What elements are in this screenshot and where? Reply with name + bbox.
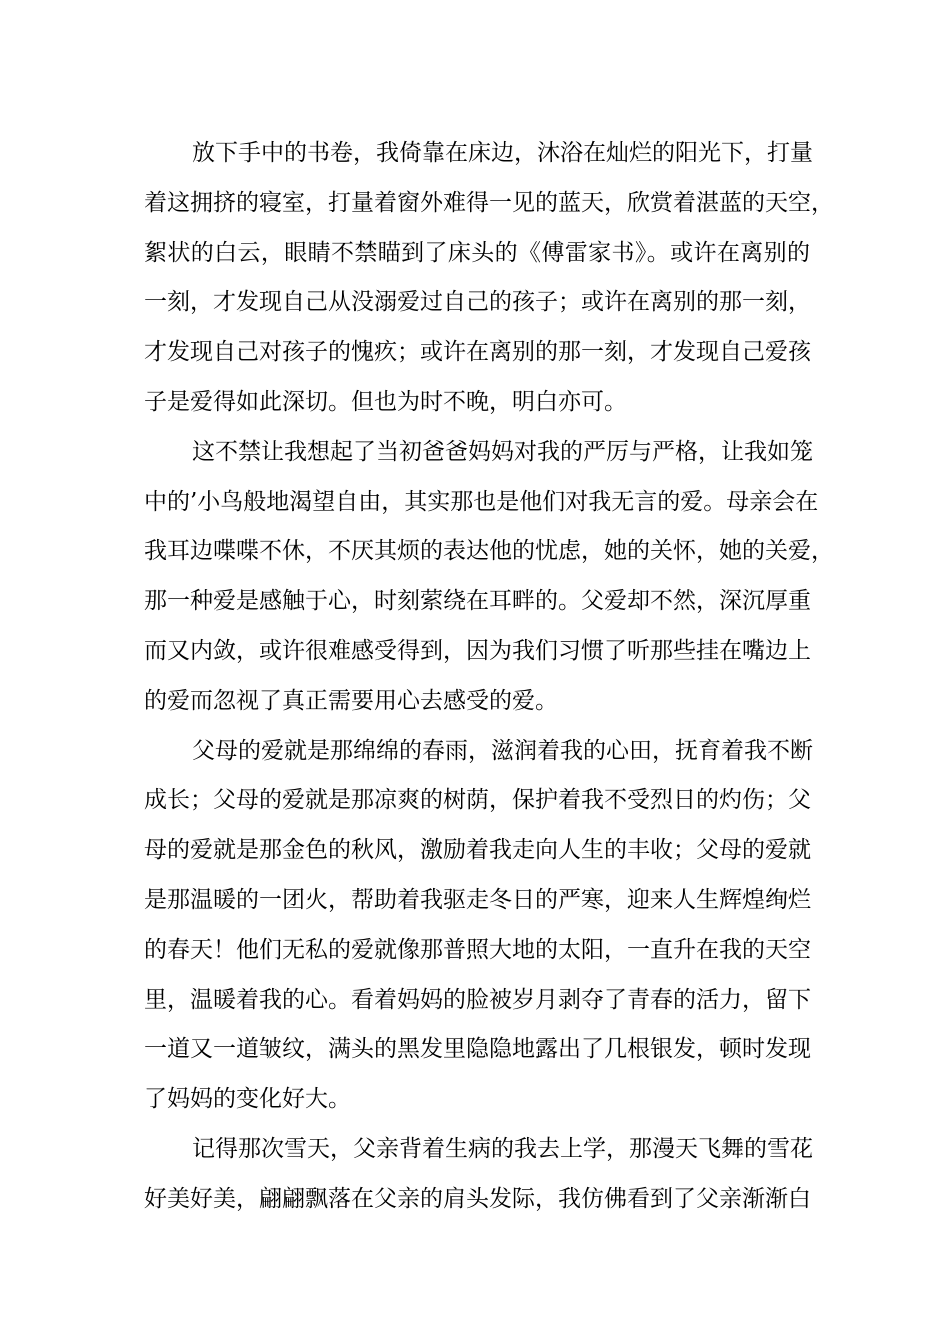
text-line: 成长；父母的爱就是那凉爽的树荫，保护着我不受烈日的灼伤；父: [144, 787, 811, 814]
text-line: 絮状的白云，眼睛不禁瞄到了床头的《傅雷家书》。或许在离别的: [144, 239, 810, 266]
text-line: 那一种爱是感触于心，时刻萦绕在耳畔的。父爱却不然，深沉厚重: [144, 588, 811, 615]
paragraph-1: [144, 129, 834, 428]
text-line: 父母的爱就是那绵绵的春雨，滋润着我的心田，抚育着我不断: [192, 737, 813, 764]
text-line: 着这拥挤的寝室，打量着窗外难得一见的蓝天，欣赏着湛蓝的天空，: [144, 189, 834, 216]
paragraph-4: [144, 1125, 813, 1225]
text-line: 了妈妈的变化好大。: [144, 1086, 351, 1113]
text-line: 的爱而忽视了真正需要用心去感受的爱。: [144, 687, 558, 714]
text-line: 是那温暖的一团火，帮助着我驱走冬日的严寒，迎来人生辉煌绚烂: [144, 886, 811, 913]
paragraph-2: [144, 428, 834, 727]
text-line: 好美好美，翩翩飘落在父亲的肩头发际，我仿佛看到了父亲渐渐白: [144, 1185, 811, 1212]
text-line: 放下手中的书卷，我倚靠在床边，沐浴在灿烂的阳光下，打量: [192, 140, 813, 166]
text-line: 记得那次雪天，父亲背着生病的我去上学，那漫天飞舞的雪花: [192, 1135, 813, 1162]
text-line: 一道又一道皱纹，满头的黑发里隐隐地露出了几根银发，顿时发现: [144, 1036, 811, 1063]
text-line: 才发现自己对孩子的愧疚；或许在离别的那一刻，才发现自己爱孩: [144, 339, 811, 366]
text-line: 中的’小鸟般地渴望自由，其实那也是他们对我无言的爱。母亲会在: [144, 488, 819, 515]
text-line: 子是爱得如此深切。但也为时不晚，明白亦可。: [144, 388, 627, 415]
text-line: 我耳边喋喋不休，不厌其烦的表达他的忧虑，她的关怀，她的关爱，: [144, 538, 834, 565]
text-line: 而又内敛，或许很难感受得到，因为我们习惯了听那些挂在嘴边上: [144, 637, 811, 664]
text-line: 一刻，才发现自己从没溺爱过自己的孩子；或许在离别的那一刻，: [144, 289, 811, 316]
text-line: 里，温暖着我的心。看着妈妈的脸被岁月剥夺了青春的活力，留下: [144, 986, 811, 1013]
document-body: [144, 129, 834, 1225]
paragraph-3: [144, 727, 813, 1125]
text-line: 的春天！他们无私的爱就像那普照大地的太阳，一直升在我的天空: [144, 936, 811, 963]
text-line: 这不禁让我想起了当初爸爸妈妈对我的严厉与严格，让我如笼: [192, 438, 813, 465]
text-line: 母的爱就是那金色的秋风，激励着我走向人生的丰收；父母的爱就: [144, 837, 811, 864]
